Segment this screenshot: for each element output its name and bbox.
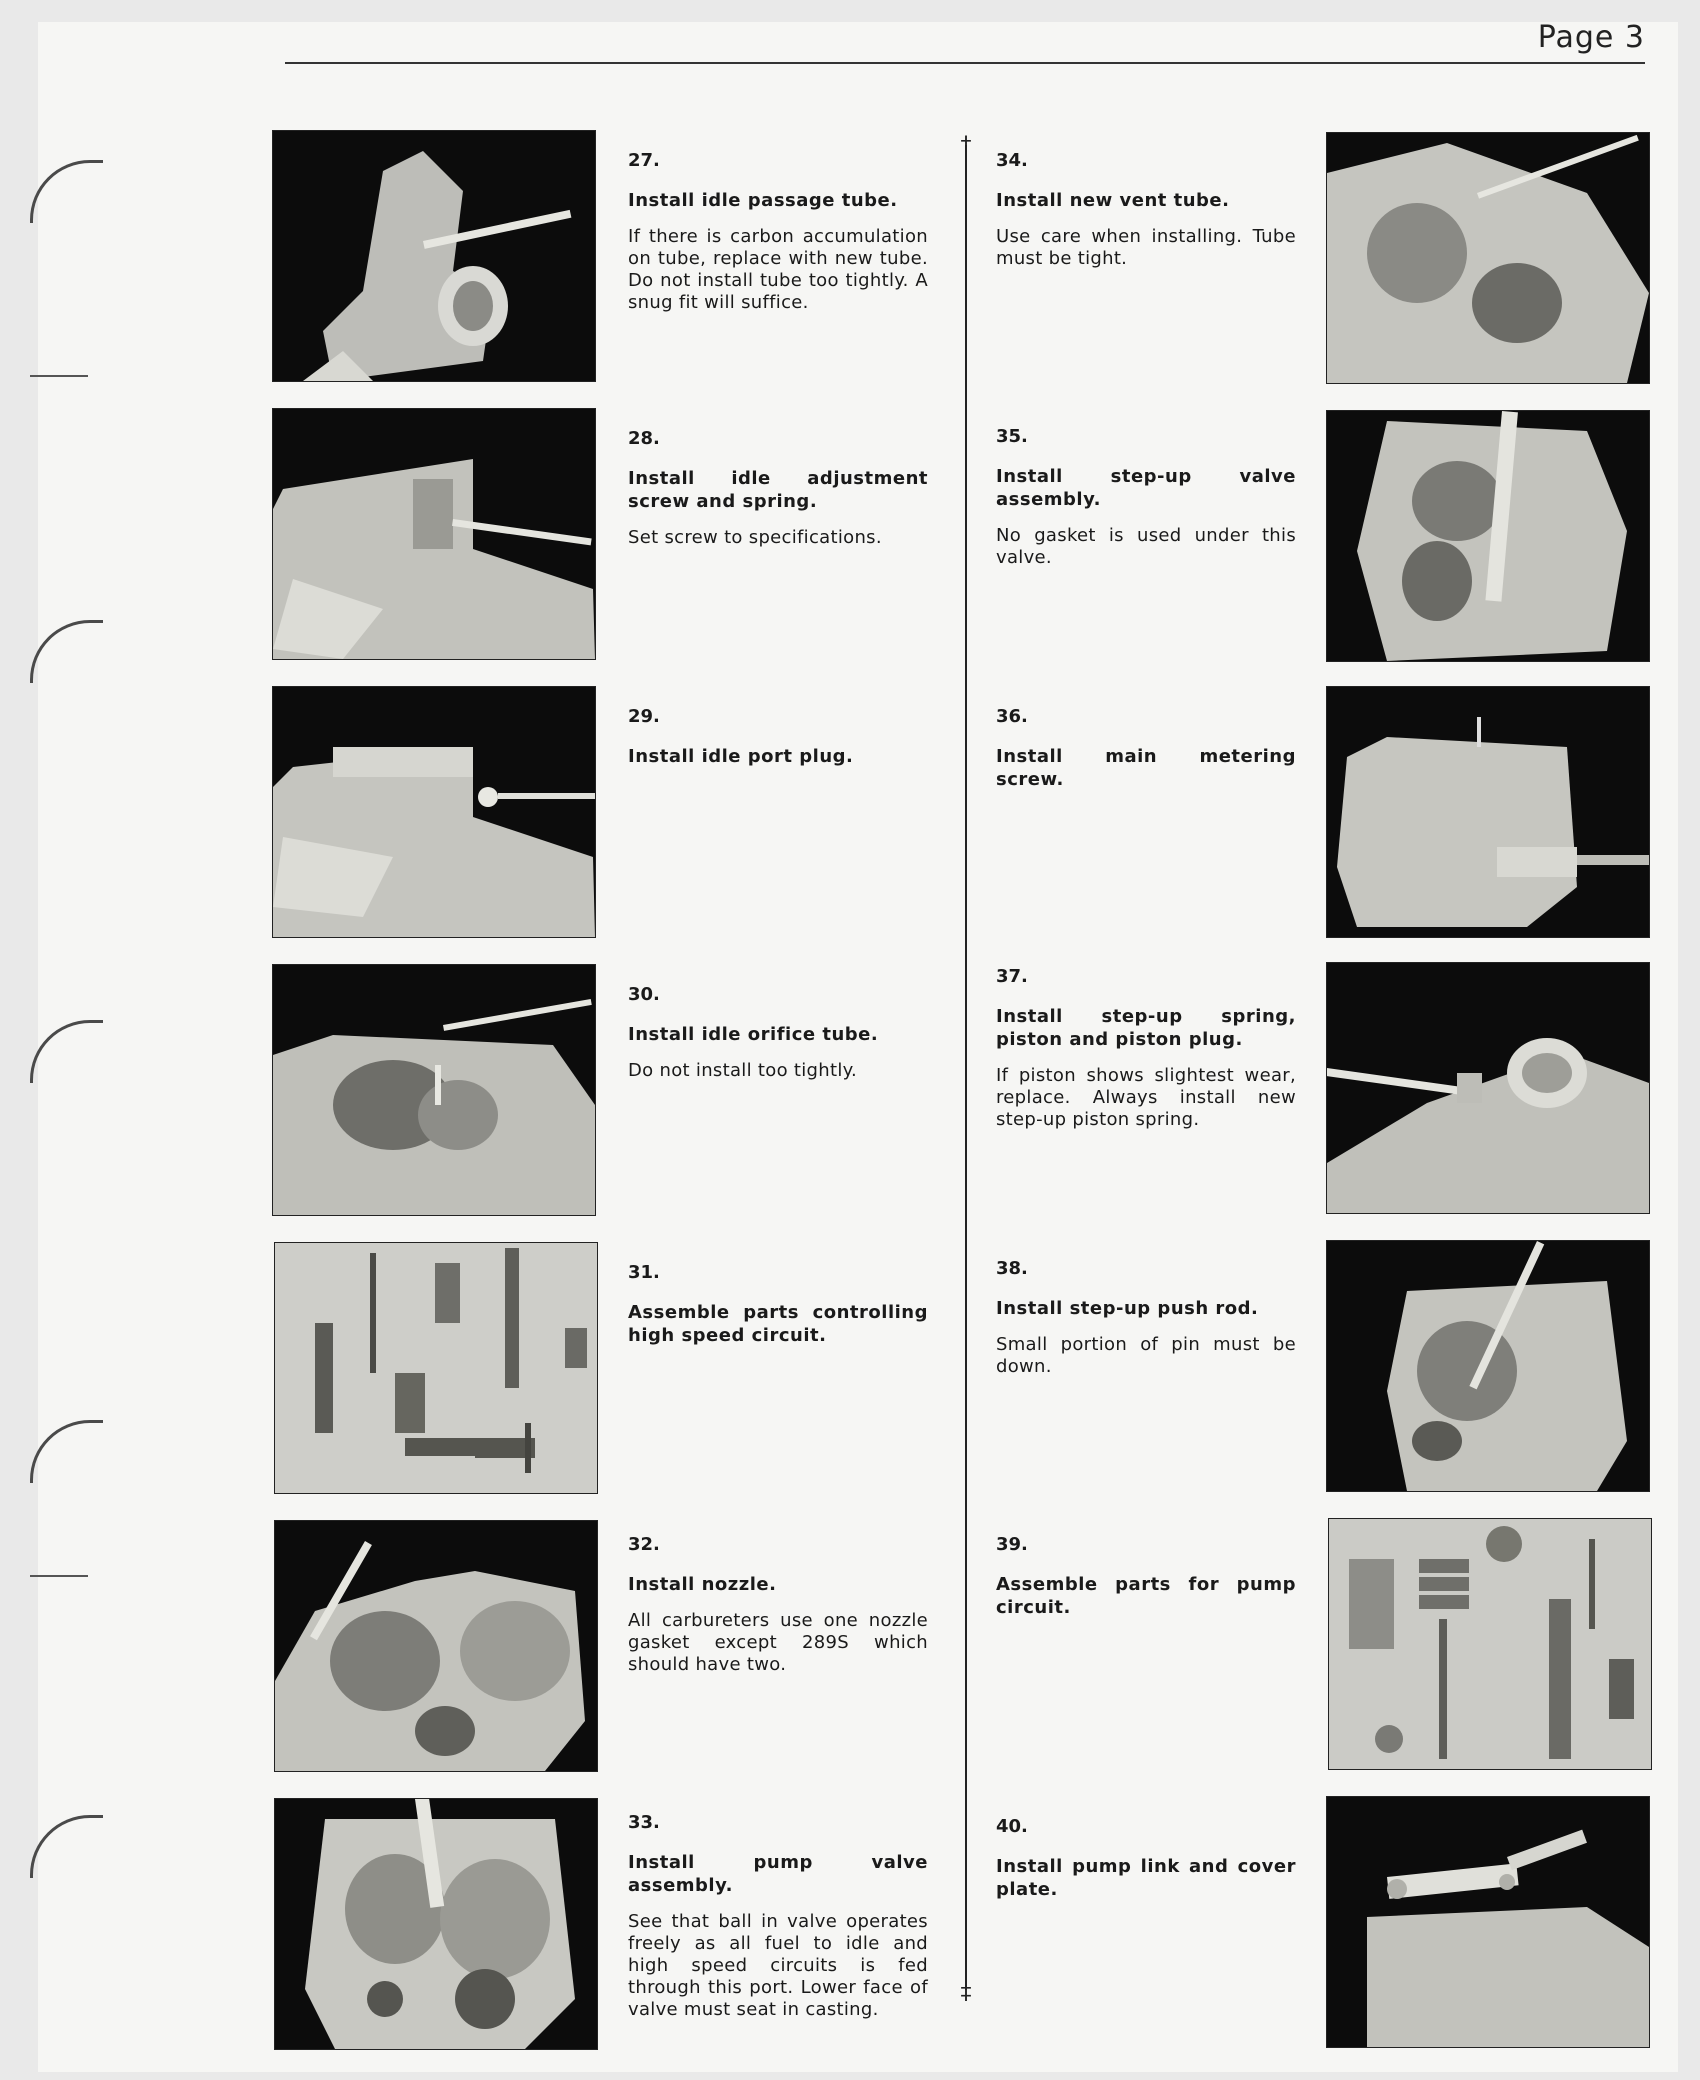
step-number: 32. xyxy=(628,1534,660,1555)
step-38 xyxy=(996,1258,1296,1378)
step-28 xyxy=(628,428,928,549)
step-33 xyxy=(628,1812,928,2021)
photo-step-40 xyxy=(1326,1796,1650,2048)
step-description: Set screw to specifications. xyxy=(628,527,882,548)
divider-arrow-bottom: ‡ xyxy=(960,1980,972,2005)
step-title: Install step-up spring, piston and piston plug. xyxy=(996,1006,1296,1050)
step-description: Use care when installing. Tube must be tight. xyxy=(996,226,1296,269)
step-40 xyxy=(996,1816,1296,1915)
step-title: Install nozzle. xyxy=(628,1574,777,1595)
step-32 xyxy=(628,1534,928,1676)
step-number: 33. xyxy=(628,1812,660,1833)
step-34 xyxy=(996,150,1296,270)
photo-step-39 xyxy=(1328,1518,1652,1770)
step-title: Assemble parts controlling high speed circuit. xyxy=(628,1302,928,1346)
photo-step-27 xyxy=(272,130,596,382)
step-title: Install idle adjustment screw and spring. xyxy=(628,468,928,512)
step-description: If piston shows slightest wear, replace. Always install new step-up piston spring. xyxy=(996,1065,1296,1130)
step-number: 28. xyxy=(628,428,660,449)
photo-step-38 xyxy=(1326,1240,1650,1492)
photo-step-30 xyxy=(272,964,596,1216)
step-35 xyxy=(996,426,1296,569)
step-39 xyxy=(996,1534,1296,1633)
step-description: If there is carbon accumulation on tube, replace with new tube. Do not install tube too tightly. A snug fit will suffice. xyxy=(628,226,928,313)
step-number: 31. xyxy=(628,1262,660,1283)
step-description: Small portion of pin must be down. xyxy=(996,1334,1296,1377)
step-30 xyxy=(628,984,928,1082)
step-number: 38. xyxy=(996,1258,1028,1279)
page-number: Page 3 xyxy=(1537,20,1645,55)
step-37 xyxy=(996,966,1296,1131)
step-title: Install idle port plug. xyxy=(628,746,854,767)
binder-mark xyxy=(30,375,88,377)
step-27 xyxy=(628,150,928,314)
header-rule xyxy=(285,62,1645,64)
photo-step-36 xyxy=(1326,686,1650,938)
step-number: 27. xyxy=(628,150,660,171)
step-number: 39. xyxy=(996,1534,1028,1555)
step-number: 30. xyxy=(628,984,660,1005)
step-29 xyxy=(628,706,928,782)
step-title: Install step-up push rod. xyxy=(996,1298,1259,1319)
step-title: Install new vent tube. xyxy=(996,190,1230,211)
photo-step-37 xyxy=(1326,962,1650,1214)
column-divider xyxy=(965,145,967,1990)
step-description: No gasket is used under this valve. xyxy=(996,525,1296,568)
step-number: 36. xyxy=(996,706,1028,727)
photo-step-29 xyxy=(272,686,596,938)
step-title: Install pump link and cover plate. xyxy=(996,1856,1296,1900)
step-title: Install main metering screw. xyxy=(996,746,1296,790)
step-title: Assemble parts for pump circuit. xyxy=(996,1574,1296,1618)
step-number: 35. xyxy=(996,426,1028,447)
step-title: Install idle passage tube. xyxy=(628,190,898,211)
photo-step-34 xyxy=(1326,132,1650,384)
photo-step-31 xyxy=(274,1242,598,1494)
step-number: 40. xyxy=(996,1816,1028,1837)
step-31 xyxy=(628,1262,928,1361)
divider-arrow-top: † xyxy=(960,133,972,158)
step-title: Install idle orifice tube. xyxy=(628,1024,879,1045)
step-number: 34. xyxy=(996,150,1028,171)
photo-step-32 xyxy=(274,1520,598,1772)
photo-step-33 xyxy=(274,1798,598,2050)
step-description: See that ball in valve operates freely as all fuel to idle and high speed circuits is fed through this port. Lower face of valve must seat in casting. xyxy=(628,1911,928,2020)
step-description: Do not install too tightly. xyxy=(628,1060,858,1081)
step-36 xyxy=(996,706,1296,805)
step-description: All carbureters use one nozzle gasket except 289S which should have two. xyxy=(628,1610,928,1675)
step-title: Install step-up valve assembly. xyxy=(996,466,1296,510)
photo-step-35 xyxy=(1326,410,1650,662)
binder-mark xyxy=(30,1575,88,1577)
step-number: 29. xyxy=(628,706,660,727)
step-title: Install pump valve assembly. xyxy=(628,1852,928,1896)
photo-step-28 xyxy=(272,408,596,660)
step-number: 37. xyxy=(996,966,1028,987)
